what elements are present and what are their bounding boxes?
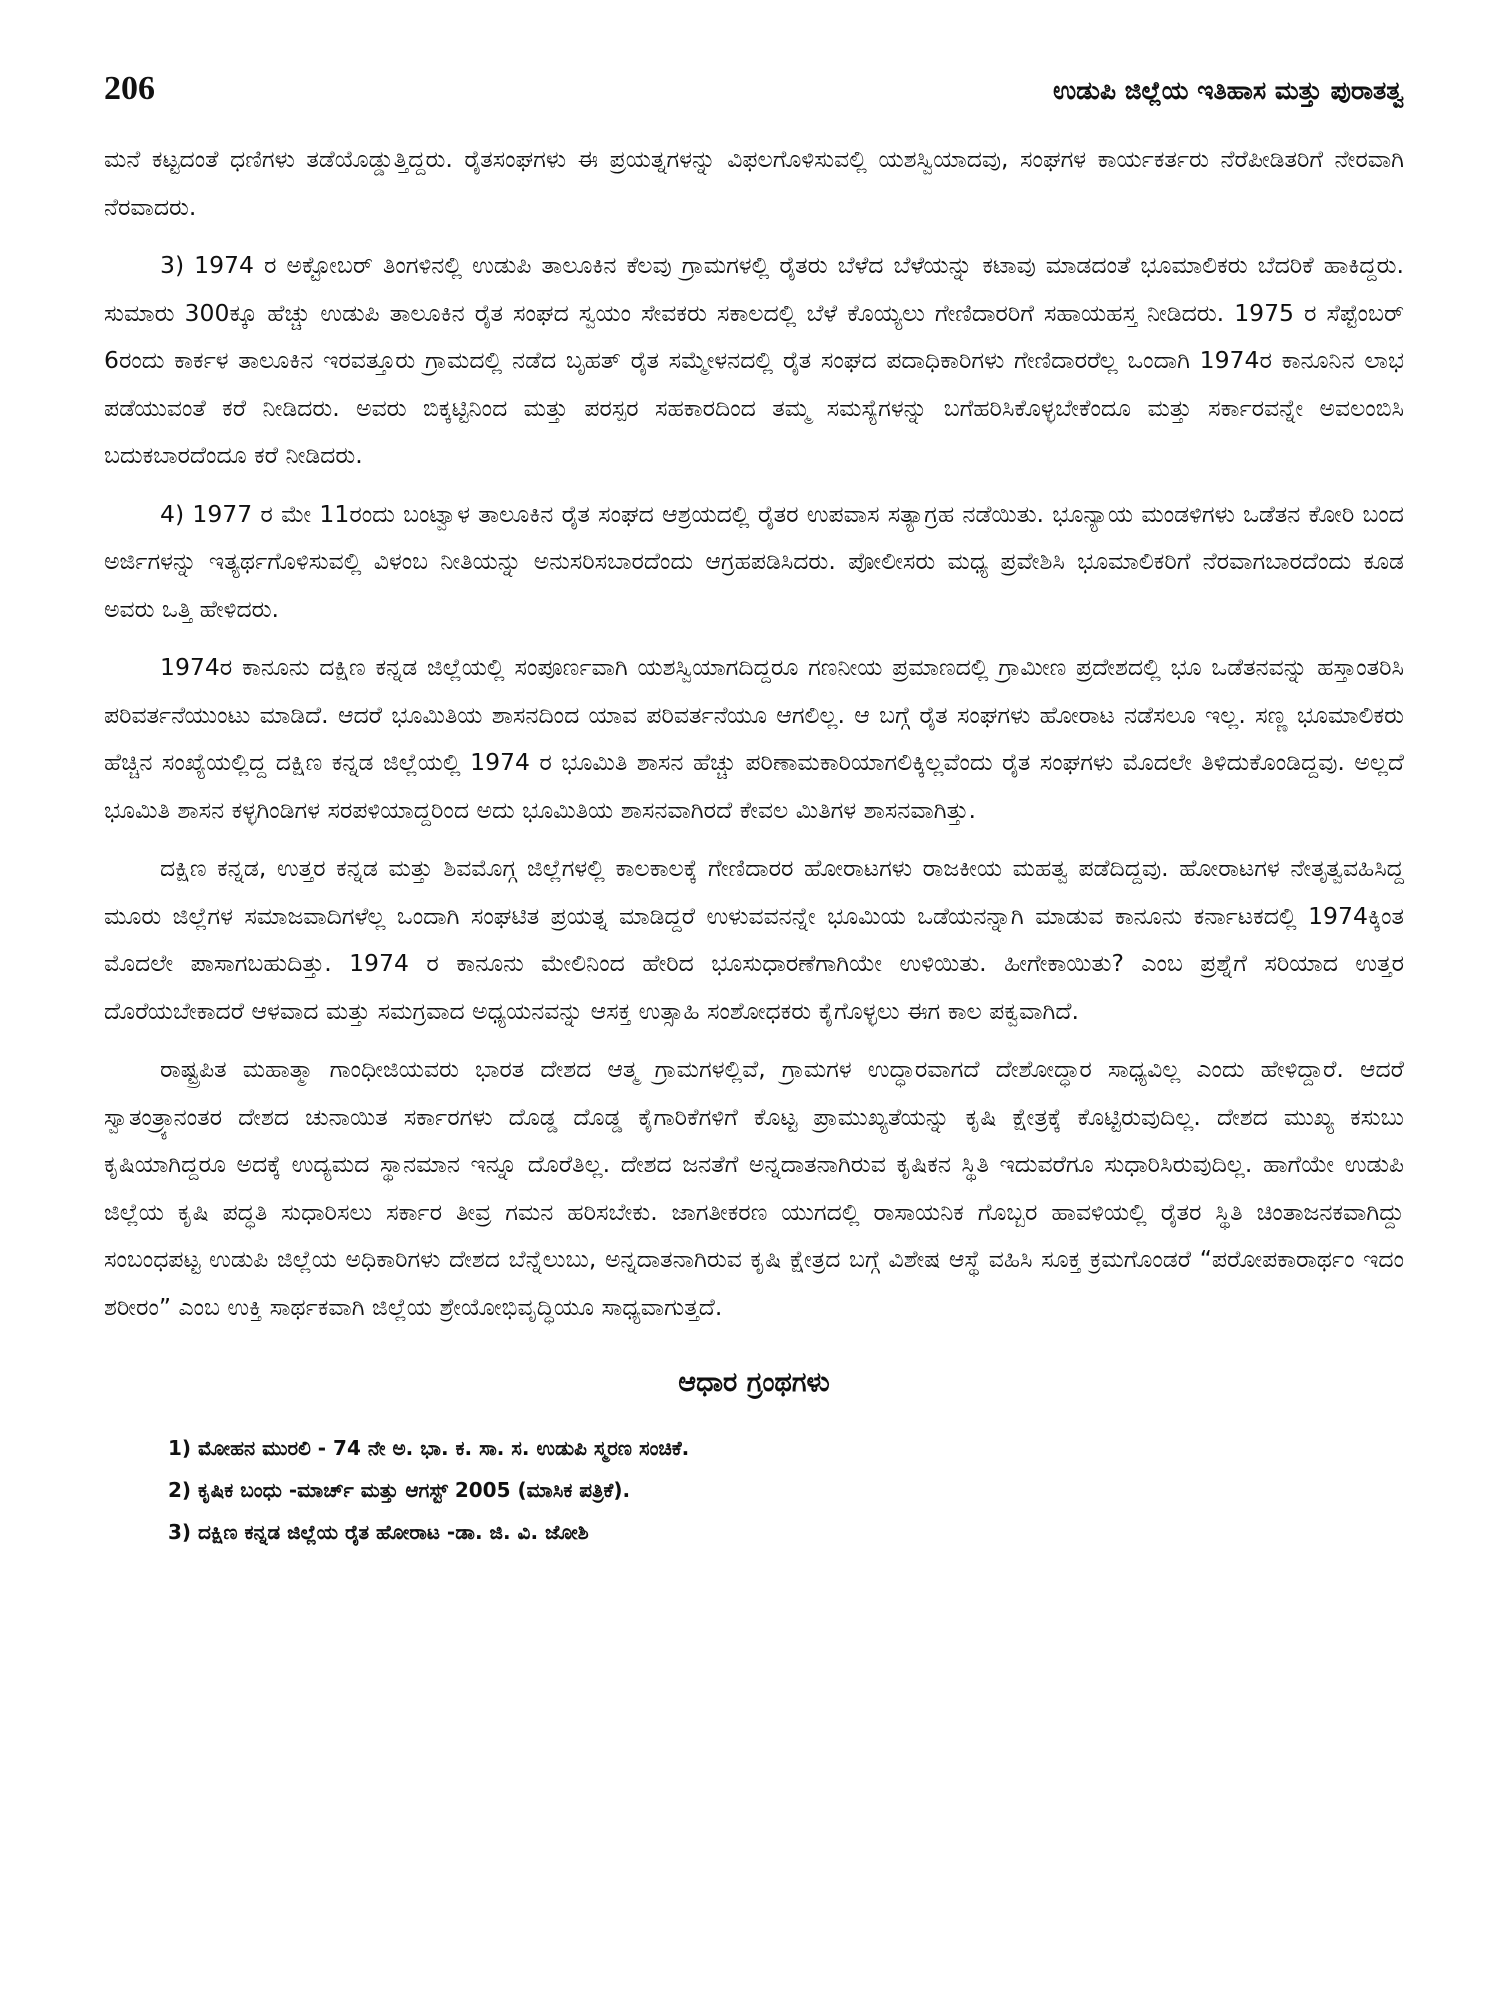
page-header	[104, 70, 1404, 122]
reference-item: 3) ದಕ್ಷಿಣ ಕನ್ನಡ ಜಿಲ್ಲೆಯ ರೈತ ಹೋರಾಟ -ಡಾ. ಜಿ. ವಿ. ಜೋಶಿ	[168, 1520, 589, 1544]
paragraph-gandhi-agriculture: ರಾಷ್ಟ್ರಪಿತ ಮಹಾತ್ಮಾ ಗಾಂಧೀಜಿಯವರು ಭಾರತ ದೇಶದ ಆತ್ಮ ಗ್ರಾಮಗಳಲ್ಲಿವೆ, ಗ್ರಾಮಗಳ ಉದ್ಧಾರವಾಗದೆ ದೇಶೋದ್ಧಾರ ಸಾಧ್ಯವಿಲ್ಲ ಎಂದು ಹೇಳಿದ್ದಾರೆ. ಆದರೆ ಸ್ವಾತಂತ್ರ್ಯಾನಂತರ ದೇಶದ ಚುನಾಯಿತ ಸರ್ಕಾರಗಳು ದೊಡ್ಡ ದೊಡ್ಡ ಕೈಗಾರಿಕೆಗಳಿಗೆ ಕೊಟ್ಟ ಪ್ರಾಮುಖ್ಯತೆಯನ್ನು ಕೃಷಿ ಕ್ಷೇತ್ರಕ್ಕೆ ಕೊಟ್ಟಿರುವುದಿಲ್ಲ. ದೇಶದ ಮುಖ್ಯ ಕಸುಬು ಕೃಷಿಯಾಗಿದ್ದರೂ ಅದಕ್ಕೆ ಉದ್ಯಮದ ಸ್ಥಾನಮಾನ ಇನ್ನೂ ದೊರೆತಿಲ್ಲ. ದೇಶದ ಜನತೆಗೆ ಅನ್ನದಾತನಾಗಿರುವ ಕೃಷಿಕನ ಸ್ಥಿತಿ ಇದುವರೆಗೂ ಸುಧಾರಿಸಿರುವುದಿಲ್ಲ. ಹಾಗೆಯೇ ಉಡುಪಿ ಜಿಲ್ಲೆಯ ಕೃಷಿ ಪದ್ಧತಿ ಸುಧಾರಿಸಲು ಸರ್ಕಾರ ತೀವ್ರ ಗಮನ ಹರಿಸಬೇಕು. ಜಾಗತೀಕರಣ ಯುಗದಲ್ಲಿ ರಾಸಾಯನಿಕ ಗೊಬ್ಬರ ಹಾವಳಿಯಲ್ಲಿ ರೈತರ ಸ್ಥಿತಿ ಚಿಂತಾಜನಕವಾಗಿದ್ದು ಸಂಬಂಧಪಟ್ಟ ಉಡುಪಿ ಜಿಲ್ಲೆಯ ಅಧಿಕಾರಿಗಳು ದೇಶದ ಬೆನ್ನೆಲುಬು, ಅನ್ನದಾತನಾಗಿರುವ ಕೃಷಿ ಕ್ಷೇತ್ರದ ಬಗ್ಗೆ ವಿಶೇಷ ಆಸ್ಥೆ ವಹಿಸಿ ಸೂಕ್ತ ಕ್ರಮಗೊಂಡರೆ “ಪರೋಪಕಾರಾರ್ಥಂ ಇದಂ ಶರೀರಂ” ಎಂಬ ಉಕ್ತಿ ಸಾರ್ಥಕವಾಗಿ ಜಿಲ್ಲೆಯ ಶ್ರೇಯೋಭಿವೃದ್ಧಿಯೂ ಸಾಧ್ಯವಾಗುತ್ತದೆ.	[104, 1055, 1404, 1321]
paragraph-point-4: 4) 1977 ರ ಮೇ 11ರಂದು ಬಂಟ್ವಾಳ ತಾಲೂಕಿನ ರೈತ ಸಂಘದ ಆಶ್ರಯದಲ್ಲಿ ರೈತರ ಉಪವಾಸ ಸತ್ಯಾಗ್ರಹ ನಡೆಯಿತು. ಭೂನ್ಯಾಯ ಮಂಡಳಿಗಳು ಒಡೆತನ ಕೋರಿ ಬಂದ ಅರ್ಜಿಗಳನ್ನು ಇತ್ಯರ್ಥಗೊಳಿಸುವಲ್ಲಿ ವಿಳಂಬ ನೀತಿಯನ್ನು ಅನುಸರಿಸಬಾರದೆಂದು ಆಗ್ರಹಪಡಿಸಿದರು. ಪೋಲೀಸರು ಮಧ್ಯ ಪ್ರವೇಶಿಸಿ ಭೂಮಾಲಿಕರಿಗೆ ನೆರವಾಗಬಾರದೆಂದು ಕೂಡ ಅವರು ಒತ್ತಿ ಹೇಳಿದರು.	[104, 499, 1404, 623]
page-number: 206	[104, 70, 155, 107]
reference-item: 2) ಕೃಷಿಕ ಬಂಧು -ಮಾರ್ಚ್ ಮತ್ತು ಆಗಸ್ಟ್ 2005 (ಮಾಸಿಕ ಪತ್ರಿಕೆ).	[168, 1478, 631, 1502]
paragraph-tenant-struggles: ದಕ್ಷಿಣ ಕನ್ನಡ, ಉತ್ತರ ಕನ್ನಡ ಮತ್ತು ಶಿವಮೊಗ್ಗ ಜಿಲ್ಲೆಗಳಲ್ಲಿ ಕಾಲಕಾಲಕ್ಕೆ ಗೇಣಿದಾರರ ಹೋರಾಟಗಳು ರಾಜಕೀಯ ಮಹತ್ವ ಪಡೆದಿದ್ದವು. ಹೋರಾಟಗಳ ನೇತೃತ್ವವಹಿಸಿದ್ದ ಮೂರು ಜಿಲ್ಲೆಗಳ ಸಮಾಜವಾದಿಗಳೆಲ್ಲ ಒಂದಾಗಿ ಸಂಘಟಿತ ಪ್ರಯತ್ನ ಮಾಡಿದ್ದರೆ ಉಳುವವನನ್ನೇ ಭೂಮಿಯ ಒಡೆಯನನ್ನಾಗಿ ಮಾಡುವ ಕಾನೂನು ಕರ್ನಾಟಕದಲ್ಲಿ 1974ಕ್ಕಿಂತ ಮೊದಲೇ ಪಾಸಾಗಬಹುದಿತ್ತು. 1974 ರ ಕಾನೂನು ಮೇಲಿನಿಂದ ಹೇರಿದ ಭೂಸುಧಾರಣೆಗಾಗಿಯೇ ಉಳಿಯಿತು. ಹೀಗೇಕಾಯಿತು? ಎಂಬ ಪ್ರಶ್ನೆಗೆ ಸರಿಯಾದ ಉತ್ತರ ದೊರೆಯಬೇಕಾದರೆ ಆಳವಾದ ಮತ್ತು ಸಮಗ್ರವಾದ ಅಧ್ಯಯನವನ್ನು ಆಸಕ್ತ ಉತ್ಸಾಹಿ ಸಂಶೋಧಕರು ಕೈಗೊಳ್ಳಲು ಈಗ ಕಾಲ ಪಕ್ವವಾಗಿದೆ.	[104, 854, 1404, 1025]
body-text	[104, 136, 1404, 1331]
references-heading: ಆಧಾರ ಗ್ರಂಥಗಳು	[678, 1367, 830, 1398]
references-list	[104, 1427, 1404, 1553]
reference-item: 1) ಮೋಹನ ಮುರಲಿ - 74 ನೇ ಅ. ಭಾ. ಕ. ಸಾ. ಸ. ಉಡುಪಿ ಸ್ಮರಣ ಸಂಚಿಕೆ.	[168, 1436, 690, 1460]
running-title: ಉಡುಪಿ ಜಿಲ್ಲೆಯ ಇತಿಹಾಸ ಮತ್ತು ಪುರಾತತ್ವ	[1052, 76, 1404, 105]
paragraph-land-ceiling: 1974ರ ಕಾನೂನು ದಕ್ಷಿಣ ಕನ್ನಡ ಜಿಲ್ಲೆಯಲ್ಲಿ ಸಂಪೂರ್ಣವಾಗಿ ಯಶಸ್ವಿಯಾಗದಿದ್ದರೂ ಗಣನೀಯ ಪ್ರಮಾಣದಲ್ಲಿ ಗ್ರಾಮೀಣ ಪ್ರದೇಶದಲ್ಲಿ ಭೂ ಒಡೆತನವನ್ನು ಹಸ್ತಾಂತರಿಸಿ ಪರಿವರ್ತನೆಯುಂಟು ಮಾಡಿದೆ. ಆದರೆ ಭೂಮಿತಿಯ ಶಾಸನದಿಂದ ಯಾವ ಪರಿವರ್ತನೆಯೂ ಆಗಲಿಲ್ಲ. ಆ ಬಗ್ಗೆ ರೈತ ಸಂಘಗಳು ಹೋರಾಟ ನಡೆಸಲೂ ಇಲ್ಲ. ಸಣ್ಣ ಭೂಮಾಲಿಕರು ಹೆಚ್ಚಿನ ಸಂಖ್ಯೆಯಲ್ಲಿದ್ದ ದಕ್ಷಿಣ ಕನ್ನಡ ಜಿಲ್ಲೆಯಲ್ಲಿ 1974 ರ ಭೂಮಿತಿ ಶಾಸನ ಹೆಚ್ಚು ಪರಿಣಾಮಕಾರಿಯಾಗಲಿಕ್ಕಿಲ್ಲವೆಂದು ರೈತ ಸಂಘಗಳು ಮೊದಲೇ ತಿಳಿದುಕೊಂಡಿದ್ದವು. ಅಲ್ಲದೆ ಭೂಮಿತಿ ಶಾಸನ ಕಳ್ಳಗಿಂಡಿಗಳ ಸರಪಳಿಯಾದ್ದರಿಂದ ಅದು ಭೂಮಿತಿಯ ಶಾಸನವಾಗಿರದೆ ಕೇವಲ ಮಿತಿಗಳ ಶಾಸನವಾಗಿತ್ತು.	[104, 653, 1404, 824]
paragraph-point-3: 3) 1974 ರ ಅಕ್ಟೋಬರ್ ತಿಂಗಳಿನಲ್ಲಿ ಉಡುಪಿ ತಾಲೂಕಿನ ಕೆಲವು ಗ್ರಾಮಗಳಲ್ಲಿ ರೈತರು ಬೆಳೆದ ಬೆಳೆಯನ್ನು ಕಟಾವು ಮಾಡದಂತೆ ಭೂಮಾಲಿಕರು ಬೆದರಿಕೆ ಹಾಕಿದ್ದರು. ಸುಮಾರು 300ಕ್ಕೂ ಹೆಚ್ಚು ಉಡುಪಿ ತಾಲೂಕಿನ ರೈತ ಸಂಘದ ಸ್ವಯಂ ಸೇವಕರು ಸಕಾಲದಲ್ಲಿ ಬೆಳೆ ಕೊಯ್ಯಲು ಗೇಣಿದಾರರಿಗೆ ಸಹಾಯಹಸ್ತ ನೀಡಿದರು. 1975 ರ ಸೆಪ್ಟೆಂಬರ್ 6ರಂದು ಕಾರ್ಕಳ ತಾಲೂಕಿನ ಇರವತ್ತೂರು ಗ್ರಾಮದಲ್ಲಿ ನಡೆದ ಬೃಹತ್ ರೈತ ಸಮ್ಮೇಳನದಲ್ಲಿ ರೈತ ಸಂಘದ ಪದಾಧಿಕಾರಿಗಳು ಗೇಣಿದಾರರೆಲ್ಲ ಒಂದಾಗಿ 1974ರ ಕಾನೂನಿನ ಲಾಭ ಪಡೆಯುವಂತೆ ಕರೆ ನೀಡಿದರು. ಅವರು ಬಿಕ್ಕಟ್ಟಿನಿಂದ ಮತ್ತು ಪರಸ್ಪರ ಸಹಕಾರದಿಂದ ತಮ್ಮ ಸಮಸ್ಯೆಗಳನ್ನು ಬಗೆಹರಿಸಿಕೊಳ್ಳಬೇಕೆಂದೂ ಮತ್ತು ಸರ್ಕಾರವನ್ನೇ ಅವಲಂಬಿಸಿ ಬದುಕಬಾರದೆಂದೂ ಕರೆ ನೀಡಿದರು.	[104, 251, 1404, 469]
paragraph-continuation: ಮನೆ ಕಟ್ಟದಂತೆ ಧಣಿಗಳು ತಡೆಯೊಡ್ಡುತ್ತಿದ್ದರು. ರೈತಸಂಘಗಳು ಈ ಪ್ರಯತ್ನಗಳನ್ನು ವಿಫಲಗೊಳಿಸುವಲ್ಲಿ ಯಶಸ್ವಿಯಾದವು, ಸಂಘಗಳ ಕಾರ್ಯಕರ್ತರು ನೆರೆಪೀಡಿತರಿಗೆ ನೇರವಾಗಿ ನೆರವಾದರು.	[104, 145, 1404, 221]
